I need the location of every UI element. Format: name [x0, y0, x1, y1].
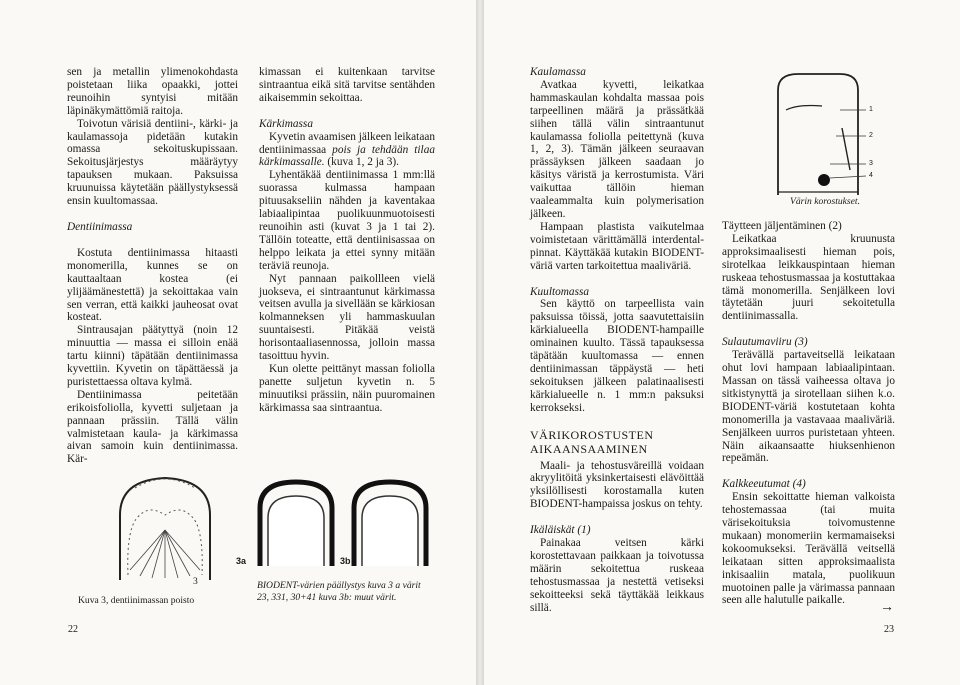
figure-number: 3: [193, 576, 198, 587]
paragraph: Terävällä partaveitsellä leikataan ohut lovi hampaan labiaalipintaan. Massan on tässä vaiheessa oltava jo sitkistynyttä ja sirotellaan siihen k.o. BIODENT-väriä kostutetaan kohta monomerilla ja vastavaaa maaliväriä. Senjälkeen uurros puristetaan yhteen. Näin aikaansaatte hiuksenhienon repeämän.: [722, 349, 895, 465]
right-column-1: [530, 66, 704, 615]
paragraph: Sen käyttö on tarpeellista vain paksuissa töissä, jotta saavutettaisiin kärkialueella BIODENT-hampaille ominainen kuulto. Tässä tapauksessa täpätään kuultomassa — ennen dentiinimassan täppäystä — heti sekoituksen jälkeen palatinaalisesti kärkialueelle n. 1 mm:n paksuksi kerrokseksi.: [530, 298, 704, 414]
paragraph: Kun olette peittänyt massan foliolla panette suljetun kyvetin n. 5 minuutiksi prässiin, näin puuromainen kärkimassa saa sintraantua.: [259, 362, 435, 414]
book-gutter: [476, 0, 484, 685]
paragraph: Maali- ja tehostusväreillä voidaan akryylitöitä yksinkertaisesti elävöittää yksilöllisesti korostamalla kuten BIODENT-hampaissa joskus on tehty.: [530, 459, 704, 511]
paragraph: Dentiinimassa peitetään erikoisfoliolla, kyvetti suljetaan ja pannaan prässiin. Tällä välin valmistetaan kaula- ja kärkimassa aivan samoin kuin dentiinimassa. Kär-: [67, 388, 238, 466]
marker-3: 3: [869, 160, 873, 167]
paragraph: Ensin sekoittatte hieman valkoista tehostemassaa (tai muita värisekoituksia toivomustenne mukaan) monomeriin kermamaiseksi kokoomukseksi. Terävällä veitsellä leikataan sitten approksimaalista inkisaaliin matala, puolikuun muotoinen palle ja värimassa pannaan seen alle halutulle paikalle.: [722, 491, 895, 607]
section-heading: Ikäläiskät (1): [530, 524, 591, 537]
paragraph: Kostuta dentiinimassa hitaasti monomerilla, kunnes se on kauttaaltaan kostea (ei ylijäämänestettä) ja sekoittakaa vain sen verran, että kaikki jauheosat ovat kosteat.: [67, 246, 238, 324]
paragraph: Nyt pannaan paikollleen vielä juokseva, ei sintraantunut kärkimassa veitsen avulla ja sivellään se kärkiosan kolmanneksen yli hammaskuulan suuntaisesti. Pitäkää veistä horisontaaliasennossa, jolloin massa tasoittuu hyvin.: [259, 272, 435, 363]
paragraph: Painakaa veitsen kärki korostettavaan paikkaan ja toivotussa määrin sekoitettua ruskeaa tehostusmassaa ja nestettä vetiseksi sekoitteeksi sekä täyttäkää leikkaus sillä.: [530, 537, 704, 614]
tooth-color-figure: [770, 70, 870, 200]
section-heading: Kalkkeeutumat (4): [722, 478, 806, 491]
text-span: Kyvetin avaamisen jälkeen leikataan dentiinimassaa: [259, 130, 435, 156]
paragraph: sen ja metallin ylimenokohdasta poistetaan liika opaakki, jottei reunoihin syntyisi mitään läpinäkymättömiä raitoja.: [67, 66, 238, 117]
right-column-2: [722, 220, 895, 607]
figure-label-3a: 3a: [236, 556, 247, 566]
section-heading: Kaulamassa: [530, 66, 586, 78]
continue-arrow: →: [880, 600, 894, 615]
section-heading: Kuultomassa: [530, 285, 590, 298]
paragraph: Lyhentäkää dentiinimassa 1 mm:llä suorassa kulmassa hampaan pituusakseliin nähden ja kaventakaa labiaalipintaa puolikuunmuotoisesti reunoihin asti (kuvat 3 ja 1 tai 2). Tällöin toteatte, että dentiinisassaa on helppo leikata ja ettei synny mitään teräviä reunoja.: [259, 169, 435, 272]
figure-caption: BIODENT-värien päällystys kuva 3 a värit 23, 331, 30+41 kuva 3b: muut värit.: [257, 580, 421, 603]
marker-4: 4: [869, 172, 873, 179]
tooth-figure-3a: [254, 478, 338, 570]
paragraph: Täytteen jäljentäminen (2): [722, 220, 842, 232]
paragraph: [259, 131, 435, 170]
left-column-2: [259, 66, 435, 415]
figure-caption: Värin korostukset.: [790, 196, 860, 207]
text-span: (kuva 1, 2 ja 3).: [324, 156, 399, 169]
left-column-1: [67, 66, 238, 466]
marker-1: 1: [869, 106, 873, 113]
paragraph: kimassan ei kuitenkaan tarvitse sintraantua eikä sitä tarvitse sentähden aikaisemmin sekoittaa.: [259, 66, 435, 104]
emphasis: pois ja tehdään tilaa kärkimassalle.: [259, 143, 435, 169]
paragraph: Leikatkaa kruunusta approksimaalisesti hieman pois, sirotelkaa leikkauspintaan hieman ruskeaa tehostusmassaa ja kostuttakaa tämä monomerilla. Senjälkeen lovi täytetään juuri sekoitetulla dentiinimassalla.: [722, 232, 895, 323]
paragraph: Toivotun värisiä dentiini-, kärki- ja kaulamassoja pidetään kutakin omassa sekoituskupissaan. Sekoitusjärjestys määräytyy tapauksen mukaan. Paksuissa kruunuissa käytetään päällystyksessä ensin kuultomassaa.: [67, 117, 238, 208]
tooth-figure-3: [110, 470, 220, 590]
paragraph: Sintrausajan päätyttyä (noin 12 minuuttia — massa ei silloin enää tartu kiinni) täpätään dentiinimassa kyvettiin. Kyvetin on täpättäessä ja puristettaessa oltava kylmä.: [67, 324, 238, 388]
marker-2: 2: [869, 132, 873, 139]
section-heading: Kärkimassa: [259, 117, 313, 130]
page-number-left: 22: [68, 624, 78, 635]
page-number-right: 23: [884, 624, 894, 635]
section-heading: Sulautumaviiru (3): [722, 336, 808, 349]
section-heading: Dentiinimassa: [67, 220, 133, 233]
chapter-heading: VÄRIKOROSTUSTEN AIKAANSAAMINEN: [530, 427, 654, 456]
tooth-figure-3b: [348, 478, 432, 570]
paragraph: Hampaan plastista vaikutelmaa voimistetaan värittämällä interdental-pinnat. Käyttäkää kutakin BIODENT-väriä varten tarkoitettua maaliväriä.: [530, 220, 704, 272]
figure-label-3b: 3b: [340, 556, 351, 566]
paragraph: Avatkaa kyvetti, leikatkaa hammaskaulan kohdalta massaa pois tarpeellinen määrä ja prässätkää siihen tällä välin sintraantunut kaulamassa foliolla peitettynä (kuva 1, 2, 3). Tämän jälkeen seuraavan prässäyksen jälkeen saadaan jo käsitys väristä ja kerrostumista. Väri vaikuttaa tällöin hieman vaaleammalta kuin polymerisation jälkeen.: [530, 78, 704, 220]
figure-caption: Kuva 3, dentiinimassan poisto: [78, 595, 195, 606]
